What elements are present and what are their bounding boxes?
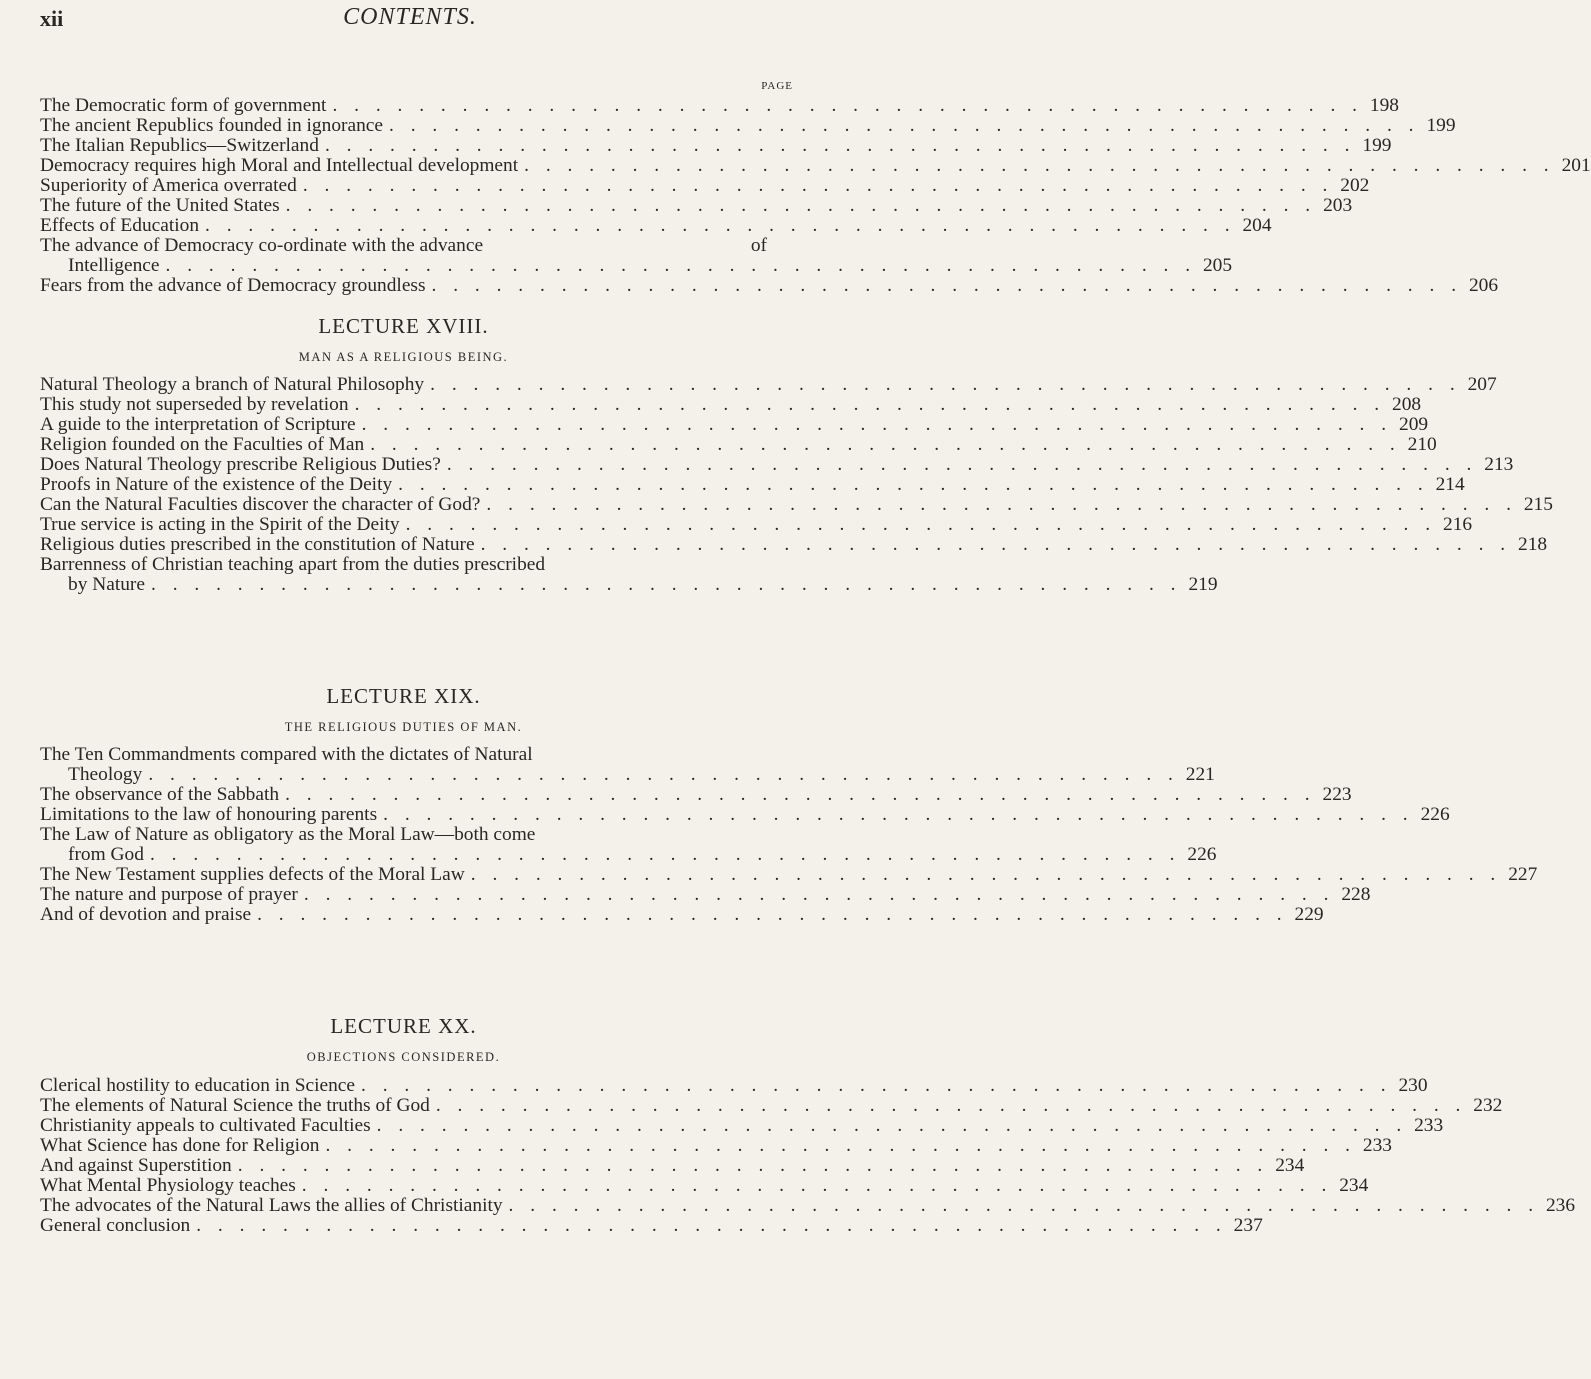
toc-entry: The Law of Nature as obligatory as the Moral Law—both come from God . . . . . . . . . . . . . . . . . . . . . . . . . . . . . . . . . . . . . . . . . . . . . . . . 226	[40, 824, 1217, 865]
toc-entry: Democracy requires high Moral and Intellectual development . . . . . . . . . . . . . . . . . . . . . . . . . . . . . . . . . . . . . . . . . . . . . . . . 201	[40, 155, 1591, 176]
toc-entry: Christianity appeals to cultivated Faculties . . . . . . . . . . . . . . . . . . . . . . . . . . . . . . . . . . . . . . . . . . . . . . . . 233	[40, 1115, 1444, 1136]
toc-entry: The elements of Natural Science the truths of God . . . . . . . . . . . . . . . . . . . . . . . . . . . . . . . . . . . . . . . . . . . . . . . . 232	[40, 1095, 1503, 1116]
lecture-subtitle: OBJECTIONS CONSIDERED.	[306, 1050, 501, 1064]
toc-entry: Natural Theology a branch of Natural Philosophy . . . . . . . . . . . . . . . . . . . . . . . . . . . . . . . . . . . . . . . . . . . . . . . . 207	[40, 374, 1497, 395]
toc-entry: Religion founded on the Faculties of Man . . . . . . . . . . . . . . . . . . . . . . . . . . . . . . . . . . . . . . . . . . . . . . . . 210	[40, 434, 1437, 455]
toc-entry: The Ten Commandments compared with the dictates of Natural Theology . . . . . . . . . . . . . . . . . . . . . . . . . . . . . . . . . . . . . . . . . . . . . . . . 221	[40, 744, 1215, 785]
toc-entry: And against Superstition . . . . . . . . . . . . . . . . . . . . . . . . . . . . . . . . . . . . . . . . . . . . . . . . 234	[40, 1155, 1305, 1176]
toc-entry: The observance of the Sabbath . . . . . . . . . . . . . . . . . . . . . . . . . . . . . . . . . . . . . . . . . . . . . . . . 223	[40, 784, 1352, 805]
toc-entry: The Democratic form of government . . . . . . . . . . . . . . . . . . . . . . . . . . . . . . . . . . . . . . . . . . . . . . . . 198	[40, 95, 1399, 116]
lecture-subtitle: MAN AS A RELIGIOUS BEING.	[298, 350, 509, 364]
toc-entry: And of devotion and praise . . . . . . . . . . . . . . . . . . . . . . . . . . . . . . . . . . . . . . . . . . . . . . . . 229	[40, 904, 1324, 925]
toc-entry: General conclusion . . . . . . . . . . . . . . . . . . . . . . . . . . . . . . . . . . . . . . . . . . . . . . . . 237	[40, 1215, 1263, 1236]
lecture-heading: LECTURE XX.	[330, 1014, 477, 1038]
toc-lecture-18	[40, 374, 1553, 595]
toc-entry: What Mental Physiology teaches . . . . . . . . . . . . . . . . . . . . . . . . . . . . . . . . . . . . . . . . . . . . . . . . 234	[40, 1175, 1369, 1196]
toc-entry: What Science has done for Religion . . . . . . . . . . . . . . . . . . . . . . . . . . . . . . . . . . . . . . . . . . . . . . . . 233	[40, 1135, 1392, 1156]
toc-lecture-19	[40, 744, 1538, 925]
toc-entry: The New Testament supplies defects of the Moral Law . . . . . . . . . . . . . . . . . . . . . . . . . . . . . . . . . . . . . . . . . . . . . . . . 227	[40, 864, 1538, 885]
toc-entry: Barrenness of Christian teaching apart from the duties prescribed by Nature . . . . . . . . . . . . . . . . . . . . . . . . . . . . . . . . . . . . . . . . . . . . . . . . 219	[40, 554, 1218, 595]
toc-entry: Limitations to the law of honouring parents . . . . . . . . . . . . . . . . . . . . . . . . . . . . . . . . . . . . . . . . . . . . . . . . 226	[40, 804, 1450, 825]
toc-entry: Superiority of America overrated . . . . . . . . . . . . . . . . . . . . . . . . . . . . . . . . . . . . . . . . . . . . . . . . 202	[40, 175, 1370, 196]
lecture-subtitle: THE RELIGIOUS DUTIES OF MAN.	[284, 720, 523, 734]
toc-entry: A guide to the interpretation of Scripture . . . . . . . . . . . . . . . . . . . . . . . . . . . . . . . . . . . . . . . . . . . . . . . . 209	[40, 414, 1429, 435]
page-column-label: PAGE	[761, 80, 793, 92]
toc-entry: Religious duties prescribed in the constitution of Nature . . . . . . . . . . . . . . . . . . . . . . . . . . . . . . . . . . . . . . . . . . . . . . . . 218	[40, 534, 1548, 555]
toc-entry: The Italian Republics—Switzerland . . . . . . . . . . . . . . . . . . . . . . . . . . . . . . . . . . . . . . . . . . . . . . . . 199	[40, 135, 1392, 156]
running-head: CONTENTS.	[343, 4, 477, 30]
toc-entry: Clerical hostility to education in Science . . . . . . . . . . . . . . . . . . . . . . . . . . . . . . . . . . . . . . . . . . . . . . . . 230	[40, 1075, 1428, 1096]
toc-entry: Can the Natural Faculties discover the character of God? . . . . . . . . . . . . . . . . . . . . . . . . . . . . . . . . . . . . . . . . . . . . . . . . 215	[40, 494, 1553, 515]
toc-section-continued	[40, 95, 1591, 296]
toc-entry: The nature and purpose of prayer . . . . . . . . . . . . . . . . . . . . . . . . . . . . . . . . . . . . . . . . . . . . . . . . 228	[40, 884, 1371, 905]
toc-entry: The advance of Democracy co-ordinate with the advance of Intelligence . . . . . . . . . . . . . . . . . . . . . . . . . . . . . . . . . . . . . . . . . . . . . . . . 205	[40, 235, 1233, 276]
toc-entry: The ancient Republics founded in ignorance . . . . . . . . . . . . . . . . . . . . . . . . . . . . . . . . . . . . . . . . . . . . . . . . 199	[40, 115, 1456, 136]
toc-lecture-20	[40, 1075, 1576, 1236]
toc-entry: Proofs in Nature of the existence of the Deity . . . . . . . . . . . . . . . . . . . . . . . . . . . . . . . . . . . . . . . . . . . . . . . . 214	[40, 474, 1465, 495]
toc-entry: True service is acting in the Spirit of the Deity . . . . . . . . . . . . . . . . . . . . . . . . . . . . . . . . . . . . . . . . . . . . . . . . 216	[40, 514, 1473, 535]
toc-entry: Does Natural Theology prescribe Religious Duties? . . . . . . . . . . . . . . . . . . . . . . . . . . . . . . . . . . . . . . . . . . . . . . . . 213	[40, 454, 1514, 475]
toc-entry: Effects of Education . . . . . . . . . . . . . . . . . . . . . . . . . . . . . . . . . . . . . . . . . . . . . . . . 204	[40, 215, 1272, 236]
toc-entry: The advocates of the Natural Laws the allies of Christianity . . . . . . . . . . . . . . . . . . . . . . . . . . . . . . . . . . . . . . . . . . . . . . . . 236	[40, 1195, 1576, 1216]
page-number-roman: xii	[40, 6, 64, 31]
lecture-heading: LECTURE XVIII.	[318, 314, 489, 338]
toc-entry: The future of the United States . . . . . . . . . . . . . . . . . . . . . . . . . . . . . . . . . . . . . . . . . . . . . . . . 203	[40, 195, 1353, 216]
lecture-heading: LECTURE XIX.	[326, 684, 481, 708]
page-header	[40, 2, 780, 42]
toc-entry: Fears from the advance of Democracy groundless . . . . . . . . . . . . . . . . . . . . . . . . . . . . . . . . . . . . . . . . . . . . . . . . 206	[40, 275, 1499, 296]
toc-entry: This study not superseded by revelation . . . . . . . . . . . . . . . . . . . . . . . . . . . . . . . . . . . . . . . . . . . . . . . . 208	[40, 394, 1422, 415]
